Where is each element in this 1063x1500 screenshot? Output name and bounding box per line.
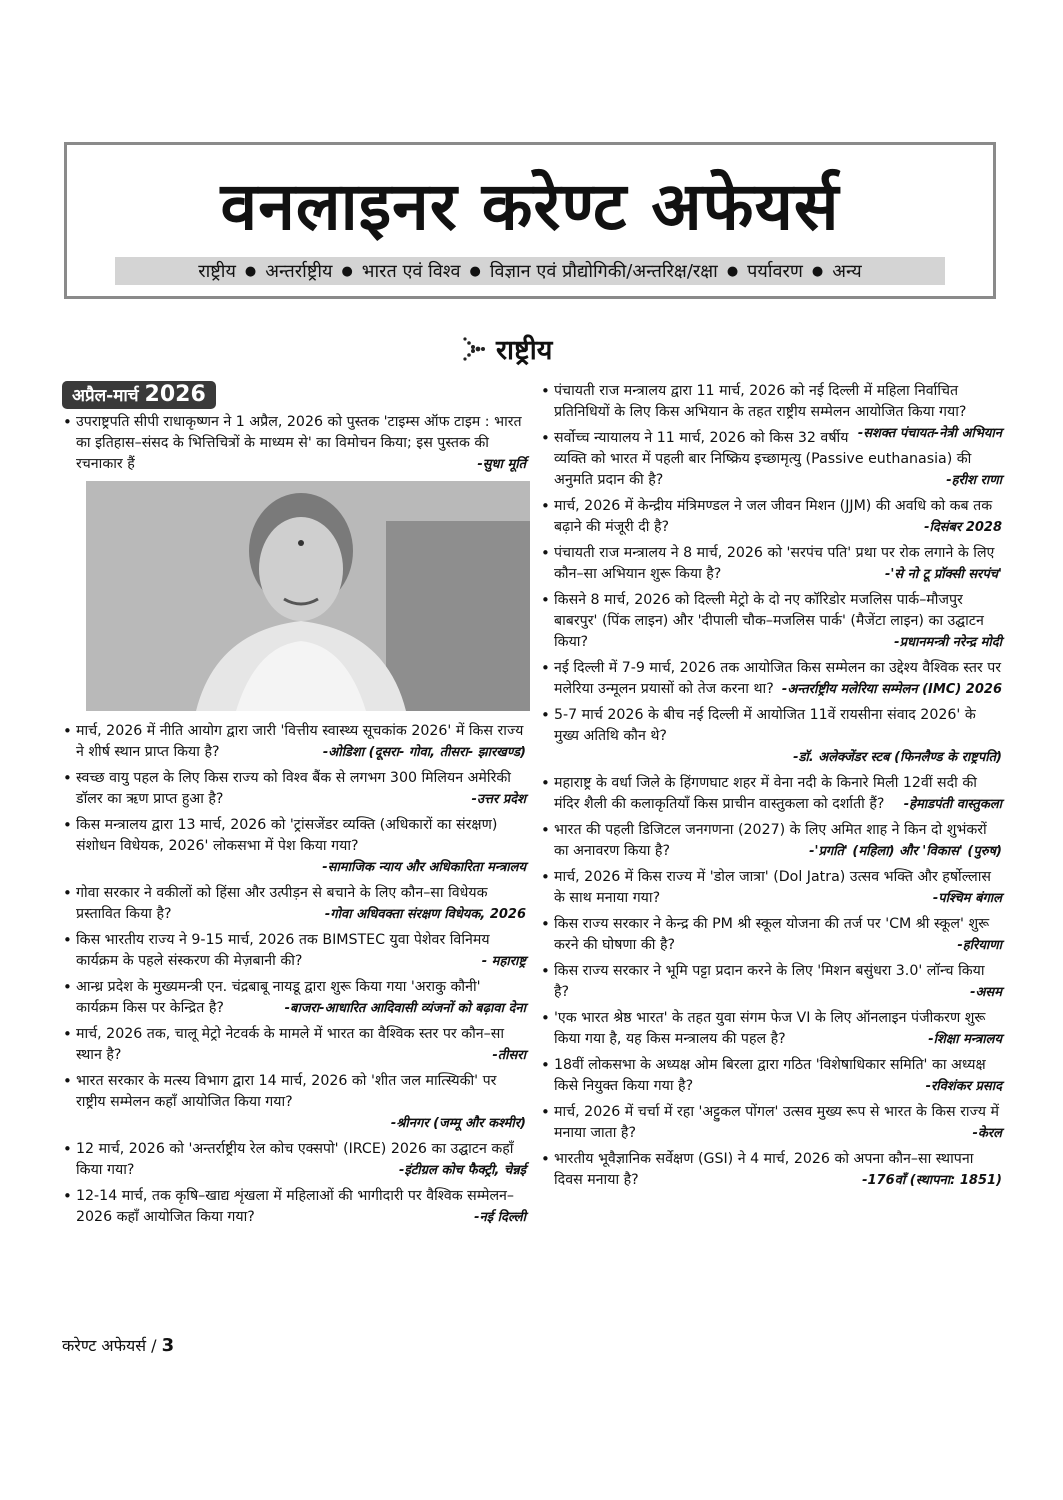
list-item bbox=[540, 914, 1002, 956]
answer-text: -उत्तर प्रदेश bbox=[471, 792, 526, 807]
answer-text: -'से नो टू प्रॉक्सी सरपंच' bbox=[884, 567, 1002, 582]
section-title: राष्ट्रीय bbox=[496, 335, 553, 366]
answer-text: -सुधा मूर्ति bbox=[477, 457, 526, 472]
category-item: राष्ट्रीय bbox=[198, 261, 236, 282]
list-item bbox=[62, 721, 526, 763]
answer-text: -सशक्त पंचायत-नेत्री अभियान bbox=[857, 426, 1002, 441]
page-title: वनलाइनर करेण्ट अफेयर्स bbox=[220, 168, 840, 245]
list-item bbox=[62, 412, 526, 475]
list-item bbox=[540, 543, 1002, 585]
answer-text: -शिक्षा मन्त्रालय bbox=[928, 1032, 1002, 1047]
category-item: अन्तर्राष्ट्रीय bbox=[265, 261, 333, 282]
question-text: सर्वोच्च न्यायालय ने 11 मार्च, 2026 को किस 32 वर्षीय व्यक्ति को भारत में पहली बार निष्क्रिय इच्छामृत्यु (Passive euthanasia) की अनुमति प्रदान की है? bbox=[554, 430, 972, 488]
answer-text: -अन्तर्राष्ट्रीय मलेरिया सम्मेलन (IMC) 2026 bbox=[781, 682, 1002, 697]
answer-text: -हरियाणा bbox=[957, 938, 1002, 953]
footer-label: करेण्ट अफेयर्स / bbox=[62, 1336, 157, 1355]
answer-text: -नई दिल्ली bbox=[474, 1210, 526, 1225]
list-item bbox=[62, 768, 526, 810]
answer-text: -रविशंकर प्रसाद bbox=[925, 1079, 1002, 1094]
question-text: गोवा सरकार ने वकीलों को हिंसा और उत्पीड़न से बचाने के लिए कौन–सा विधेयक प्रस्तावित किया है? bbox=[76, 885, 488, 922]
answer-text: -गोवा अधिवक्ता संरक्षण विधेयक, 2026 bbox=[324, 907, 526, 922]
bullet-separator: ● bbox=[726, 263, 739, 279]
header-box bbox=[64, 142, 996, 299]
question-text: उपराष्ट्रपति सीपी राधाकृष्णन ने 1 अप्रैल, 2026 को पुस्तक 'टाइम्स ऑफ टाइम : भारत का इतिहास–संसद के भित्तिचित्रों के माध्यम से' का विमोचन किया; इस पुस्तक की रचनाकार हैं bbox=[76, 414, 522, 472]
question-text: मार्च, 2026 में केन्द्रीय मंत्रिमण्डल ने जल जीवन मिशन (JJM) की अवधि को कब तक बढ़ाने की मंजूरी दी है? bbox=[554, 498, 993, 535]
question-text: नई दिल्ली में 7-9 मार्च, 2026 तक आयोजित किस सम्मेलन का उद्देश्य वैश्विक स्तर पर मलेरिया उन्मूलन प्रयासों को तेज करना था? bbox=[554, 660, 1002, 697]
answer-text: -176वाँ (स्थापना: 1851) bbox=[862, 1173, 1002, 1188]
list-item bbox=[540, 705, 1002, 768]
answer-text: -हरीश राणा bbox=[946, 473, 1002, 488]
list-item bbox=[62, 1024, 526, 1066]
bullet-separator: ● bbox=[341, 263, 353, 279]
list-item bbox=[540, 428, 1002, 491]
portrait-image-icon bbox=[86, 481, 530, 711]
question-text: स्वच्छ वायु पहल के लिए किस राज्य को विश्व बैंक से लगभग 300 मिलियन अमेरिकी डॉलर का ऋण प्राप्त हुआ है? bbox=[76, 770, 511, 807]
list-item bbox=[540, 820, 1002, 862]
question-text: किस भारतीय राज्य ने 9-15 मार्च, 2026 तक BIMSTEC युवा पेशेवर विनिमय कार्यक्रम के पहले संस्करण की मेज़बानी की? bbox=[76, 932, 490, 969]
question-text: किस मन्त्रालय द्वारा 13 मार्च, 2026 को 'ट्रांसजेंडर व्यक्ति (अधिकारों का संरक्षण) संशोधन विधेयक, 2026' लोकसभा में पेश किया गया? bbox=[76, 817, 498, 854]
list-item bbox=[62, 815, 526, 878]
list-item bbox=[540, 496, 1002, 538]
answer-text: -तीसरा bbox=[492, 1048, 526, 1063]
category-bar bbox=[115, 257, 945, 285]
list-item bbox=[62, 977, 526, 1019]
question-text: किस राज्य सरकार ने केन्द्र की PM श्री स्कूल योजना की तर्ज पर 'CM श्री स्कूल' शुरू करने की घोषणा की है? bbox=[554, 916, 990, 953]
question-text: मार्च, 2026 में किस राज्य में 'डोल जात्रा' (Dol Jatra) उत्सव भक्ति और हर्षोल्लास के साथ मनाया गया? bbox=[554, 869, 991, 906]
category-item: पर्यावरण bbox=[747, 261, 803, 282]
left-column bbox=[62, 381, 526, 1233]
question-text: मार्च, 2026 तक, चालू मेट्रो नेटवर्क के मामले में भारत का वैश्विक स्तर पर कौन–सा स्थान है? bbox=[76, 1026, 505, 1063]
answer-text: -पश्चिम बंगाल bbox=[932, 891, 1002, 906]
date-badge-year: 2026 bbox=[144, 382, 206, 407]
question-text: भारत सरकार के मत्स्य विभाग द्वारा 14 मार्च, 2026 को 'शीत जल मात्स्यिकी' पर राष्ट्रीय सम्मेलन कहाँ आयोजित किया गया? bbox=[76, 1073, 497, 1110]
question-text: पंचायती राज मन्त्रालय ने 8 मार्च, 2026 को 'सरपंच पति' प्रथा पर रोक लगाने के लिए कौन–सा अभियान शुरू किया है? bbox=[554, 545, 995, 582]
date-badge-label: अप्रैल-मार्च bbox=[72, 386, 139, 406]
arrow-dots-icon bbox=[462, 336, 488, 362]
answer-text: -हेमाडपंती वास्तुकला bbox=[903, 797, 1002, 812]
question-text: किसने 8 मार्च, 2026 को दिल्ली मेट्रो के दो नए कॉरिडोर मजलिस पार्क–मौजपुर बाबरपुर' (पिंक लाइन) और 'दीपाली चौक–मजलिस पार्क' (मैजेंटा लाइन) का उद्घाटन किया? bbox=[554, 592, 984, 650]
list-item bbox=[540, 381, 1002, 441]
question-text: मार्च, 2026 में चर्चा में रहा 'अट्टुकल पोंगल' उत्सव मुख्य रूप से भारत के किस राज्य में मनाया जाता है? bbox=[554, 1104, 999, 1141]
bullet-separator: ● bbox=[469, 263, 481, 279]
list-item bbox=[540, 1008, 1002, 1050]
question-text: मार्च, 2026 में नीति आयोग द्वारा जारी 'वित्तीय स्वास्थ्य सूचकांक 2026' में किस राज्य ने शीर्ष स्थान प्राप्त किया है? bbox=[76, 723, 524, 760]
list-item bbox=[62, 1186, 526, 1228]
list-item bbox=[540, 773, 1002, 815]
list-item bbox=[540, 961, 1002, 1003]
list-item bbox=[540, 1055, 1002, 1097]
answer-text: -'प्रगति' (महिला) और 'विकास' (पुरुष) bbox=[809, 844, 1002, 859]
right-column bbox=[540, 381, 1002, 1196]
question-text: किस राज्य सरकार ने भूमि पट्टा प्रदान करने के लिए 'मिशन बसुंधरा 3.0' लॉन्च किया है? bbox=[554, 963, 985, 1000]
bullet-separator: ● bbox=[244, 263, 257, 279]
list-item bbox=[540, 658, 1002, 700]
date-badge bbox=[62, 381, 216, 409]
answer-text: - महाराष्ट्र bbox=[481, 954, 526, 969]
question-text: 18वीं लोकसभा के अध्यक्ष ओम बिरला द्वारा गठित 'विशेषाधिकार समिति' का अध्यक्ष किसे नियुक्त किया गया है? bbox=[554, 1057, 986, 1094]
page-number: 3 bbox=[161, 1335, 175, 1356]
question-text: पंचायती राज मन्त्रालय द्वारा 11 मार्च, 2026 को नई दिल्ली में महिला निर्वाचित प्रतिनिधियों के लिए किस अभियान के तहत राष्ट्रीय सम्मेलन आयोजित किया गया? bbox=[554, 383, 967, 420]
list-item bbox=[62, 1139, 526, 1181]
list-item bbox=[540, 590, 1002, 653]
answer-text: -केरल bbox=[972, 1126, 1002, 1141]
answer-text: -डॉ. अलेक्जेंडर स्टब (फिनलैण्ड के राष्ट्रपति) bbox=[793, 750, 1002, 765]
bullet-separator: ● bbox=[811, 263, 824, 279]
answer-text: -असम bbox=[970, 985, 1002, 1000]
question-text: 'एक भारत श्रेष्ठ भारत' के तहत युवा संगम फेज VI के लिए ऑनलाइन पंजीकरण शुरू किया गया है, यह किस मन्त्रालय की पहल है? bbox=[554, 1010, 986, 1047]
question-text: भारत की पहली डिजिटल जनगणना (2027) के लिए अमित शाह ने किन दो शुभंकरों का अनावरण किया है? bbox=[554, 822, 987, 859]
answer-text: -सामाजिक न्याय और अधिकारिता मन्त्रालय bbox=[322, 860, 526, 875]
list-item bbox=[62, 883, 526, 925]
list-item bbox=[62, 1071, 526, 1134]
question-text: 12 मार्च, 2026 को 'अन्तर्राष्ट्रीय रेल कोच एक्सपो' (IRCE) 2026 का उद्घाटन कहाँ किया गया? bbox=[76, 1141, 514, 1178]
page-footer bbox=[62, 1334, 174, 1356]
category-item: भारत एवं विश्व bbox=[361, 261, 461, 282]
answer-text: -दिसंबर 2028 bbox=[924, 520, 1002, 535]
list-item bbox=[540, 867, 1002, 909]
category-item: विज्ञान एवं प्रौद्योगिकी/अन्तरिक्ष/रक्षा bbox=[489, 261, 718, 282]
question-text: 12-14 मार्च, तक कृषि–खाद्य शृंखला में महिलाओं की भागीदारी पर वैश्विक सम्मेलन–2026 कहाँ आयोजित किया गया? bbox=[76, 1188, 515, 1225]
question-text: 5-7 मार्च 2026 के बीच नई दिल्ली में आयोजित 11वें रायसीना संवाद 2026' के मुख्य अतिथि कौन थे? bbox=[554, 707, 976, 744]
portrait-photo bbox=[86, 481, 530, 711]
list-item bbox=[62, 930, 526, 972]
answer-text: -श्रीनगर (जम्मू और कश्मीर) bbox=[390, 1116, 526, 1131]
answer-text: -ओडिशा (दूसरा- गोवा, तीसरा- झारखण्ड) bbox=[322, 745, 526, 760]
answer-text: -बाजरा-आधारित आदिवासी व्यंजनों को बढ़ावा देना bbox=[284, 1001, 526, 1016]
category-item: अन्य bbox=[832, 261, 862, 282]
list-item bbox=[540, 1102, 1002, 1144]
question-text: महाराष्ट्र के वर्धा जिले के हिंगणघाट शहर में वेना नदी के किनारे मिली 12वीं सदी की मंदिर शैली की कलाकृतियाँ किस प्राचीन वास्तुकला को दर्शाती हैं? bbox=[554, 775, 977, 812]
answer-text: -इंटीग्रल कोच फैक्ट्री, चेन्नई bbox=[398, 1163, 526, 1178]
section-heading bbox=[462, 330, 552, 367]
question-text: आन्ध्र प्रदेश के मुख्यमन्त्री एन. चंद्रबाबू नायडू द्वारा शुरू किया गया 'अराकु कौनी' कार्यक्रम किस पर केन्द्रित है? bbox=[76, 979, 481, 1016]
question-text: भारतीय भूवैज्ञानिक सर्वेक्षण (GSI) ने 4 मार्च, 2026 को अपना कौन–सा स्थापना दिवस मनाया है? bbox=[554, 1151, 974, 1188]
list-item bbox=[540, 1149, 1002, 1191]
answer-text: -प्रधानमन्त्री नरेन्द्र मोदी bbox=[894, 635, 1002, 650]
